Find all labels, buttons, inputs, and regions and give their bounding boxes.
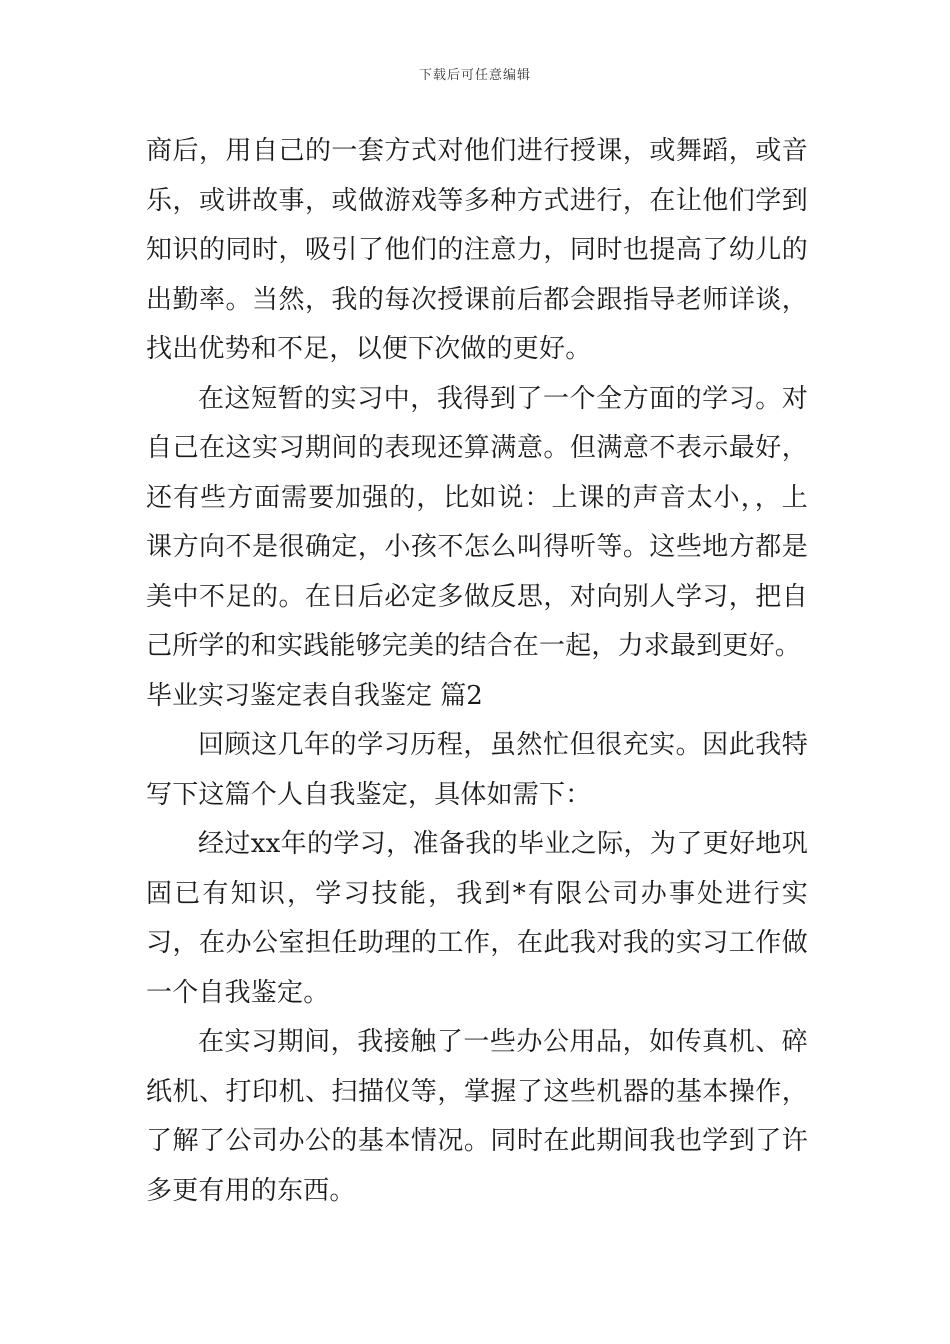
section-title: 毕业实习鉴定表自我鉴定 篇2 bbox=[146, 680, 483, 711]
paragraph-internship-intro: 经过xx年的学习，准备我的毕业之际，为了更好地巩固已有知识，学习技能，我到*有限公司办事处进行实习，在办公室担任助理的工作，在此我对我的实习工作做一个自我鉴定。 bbox=[146, 829, 808, 1008]
paragraph-internship-summary: 在这短暂的实习中，我得到了一个全方面的学习。对自己在这实习期间的表现还算满意。但满意不表示最好，还有些方面需要加强的，比如说：上课的声音太小，，上课方向不是很确定，小孩不怎么叫得听等。这些地方都是美中不足的。在日后必定多做反思，对向别人学习，把自己所学的和实践能够完美的结合在一起，力求最到更好。 bbox=[146, 383, 808, 661]
document-body bbox=[146, 127, 808, 1216]
paragraph-office-equipment: 在实习期间，我接触了一些办公用品，如传真机、碎纸机、打印机、扫描仪等，掌握了这些机器的基本操作，了解了公司办公的基本情况。同时在此期间我也学到了许多更有用的东西。 bbox=[146, 1027, 808, 1206]
header-note: 下载后可任意编辑 bbox=[418, 68, 531, 83]
paragraph-review: 回顾这几年的学习历程，虽然忙但很充实。因此我特写下这篇个人自我鉴定，具体如需下： bbox=[146, 730, 808, 810]
paragraph-continuation: 商后，用自己的一套方式对他们进行授课，或舞蹈，或音乐，或讲故事，或做游戏等多种方式进行，在让他们学到知识的同时，吸引了他们的注意力，同时也提高了幼儿的出勤率。当然，我的每次授课前后都会跟指导老师详谈，找出优势和不足，以便下次做的更好。 bbox=[146, 136, 808, 364]
